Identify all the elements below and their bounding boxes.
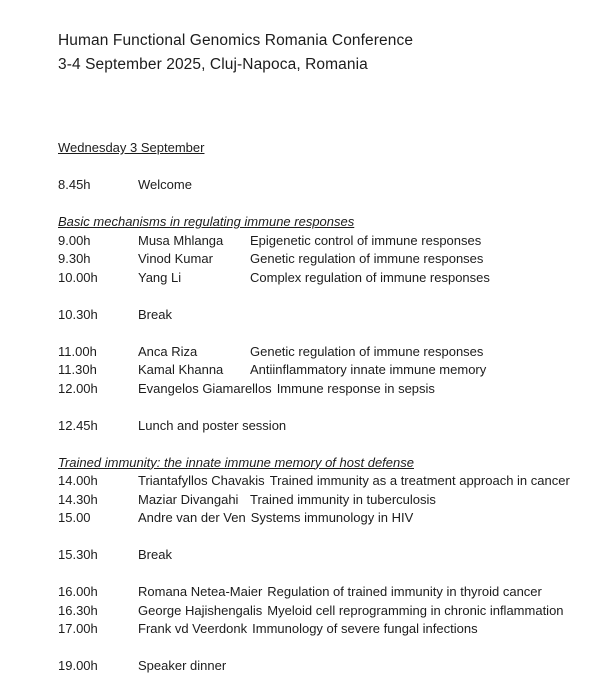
schedule-row	[58, 306, 587, 325]
schedule-row	[58, 380, 587, 399]
schedule-row	[58, 602, 587, 621]
talk-time: 10.00h	[58, 269, 98, 285]
schedule-row	[58, 546, 587, 565]
speaker-name: George Hajishengalis	[138, 602, 263, 618]
talk-title: Genetic regulation of immune responses	[250, 251, 484, 266]
talk-time: 15.00	[58, 510, 91, 525]
event-label: Lunch and poster session	[138, 417, 287, 433]
talk-title: Complex regulation of immune responses	[250, 269, 490, 285]
event-time: 8.45h	[58, 177, 91, 192]
schedule-row	[58, 620, 587, 639]
day-header: Wednesday 3 September	[58, 140, 205, 155]
schedule-row	[58, 361, 587, 380]
talk-title: Antiinflammatory innate immune memory	[250, 362, 487, 377]
talk-time: 16.30h	[58, 602, 98, 618]
schedule-row	[58, 657, 587, 676]
talk-title: Myeloid cell reprogramming in chronic inflammation	[267, 602, 564, 618]
talk-time: 9.00h	[58, 232, 91, 248]
speaker-name: Yang Li	[138, 269, 182, 285]
schedule-row	[58, 269, 587, 288]
schedule-row	[58, 250, 587, 269]
talk-time: 16.00h	[58, 584, 98, 599]
schedule-row	[58, 343, 587, 362]
section-heading: Trained immunity: the innate immune memory of host defense	[58, 454, 414, 470]
title-line-1: Human Functional Genomics Romania Conference	[58, 32, 414, 49]
speaker-name: Musa Mhlanga	[138, 232, 224, 248]
speaker-name: Maziar Divangahi	[138, 491, 239, 507]
schedule-row	[58, 232, 587, 251]
event-time: 10.30h	[58, 306, 98, 322]
speaker-name: Triantafyllos Chavakis	[138, 473, 265, 488]
talk-title: Genetic regulation of immune responses	[250, 343, 484, 359]
speaker-name: Vinod Kumar	[138, 251, 213, 266]
schedule-row	[58, 472, 587, 491]
event-label: Break	[138, 306, 172, 322]
section-heading: Basic mechanisms in regulating immune responses	[58, 214, 355, 229]
talk-time: 12.00h	[58, 380, 98, 396]
talk-time: 17.00h	[58, 621, 98, 636]
schedule-row	[58, 509, 587, 528]
event-time: 12.45h	[58, 417, 98, 433]
speaker-name: Romana Netea-Maier	[138, 584, 263, 599]
schedule-row	[58, 176, 587, 195]
talk-title: Systems immunology in HIV	[250, 510, 414, 525]
talk-title: Regulation of trained immunity in thyroid cancer	[267, 584, 542, 599]
event-label: Welcome	[138, 177, 192, 192]
schedule-row	[58, 491, 587, 510]
document-title	[58, 29, 587, 77]
talk-time: 14.00h	[58, 473, 98, 488]
title-line-2: 3-4 September 2025, Cluj-Napoca, Romania	[58, 56, 368, 73]
talk-title: Immunology of severe fungal infections	[252, 621, 478, 636]
speaker-name: Evangelos Giamarellos	[138, 380, 272, 396]
event-time: 15.30h	[58, 547, 98, 562]
talk-title: Immune response in sepsis	[276, 380, 435, 396]
event-time: 19.00h	[58, 658, 98, 673]
talk-time: 11.30h	[58, 362, 97, 377]
talk-title: Epigenetic control of immune responses	[250, 232, 482, 248]
talk-title: Trained immunity as a treatment approach in cancer	[269, 473, 570, 488]
speaker-name: Anca Riza	[138, 343, 198, 359]
speaker-name: Andre van der Ven	[138, 510, 246, 525]
speaker-name: Frank vd Veerdonk	[138, 621, 248, 636]
event-label: Speaker dinner	[138, 658, 227, 673]
talk-title: Trained immunity in tuberculosis	[250, 491, 436, 507]
talk-time: 14.30h	[58, 491, 98, 507]
speaker-name: Kamal Khanna	[138, 362, 224, 377]
event-label: Break	[138, 547, 172, 562]
schedule-row	[58, 583, 587, 602]
schedule-row	[58, 417, 587, 436]
talk-time: 9.30h	[58, 251, 91, 266]
talk-time: 11.00h	[58, 343, 97, 359]
